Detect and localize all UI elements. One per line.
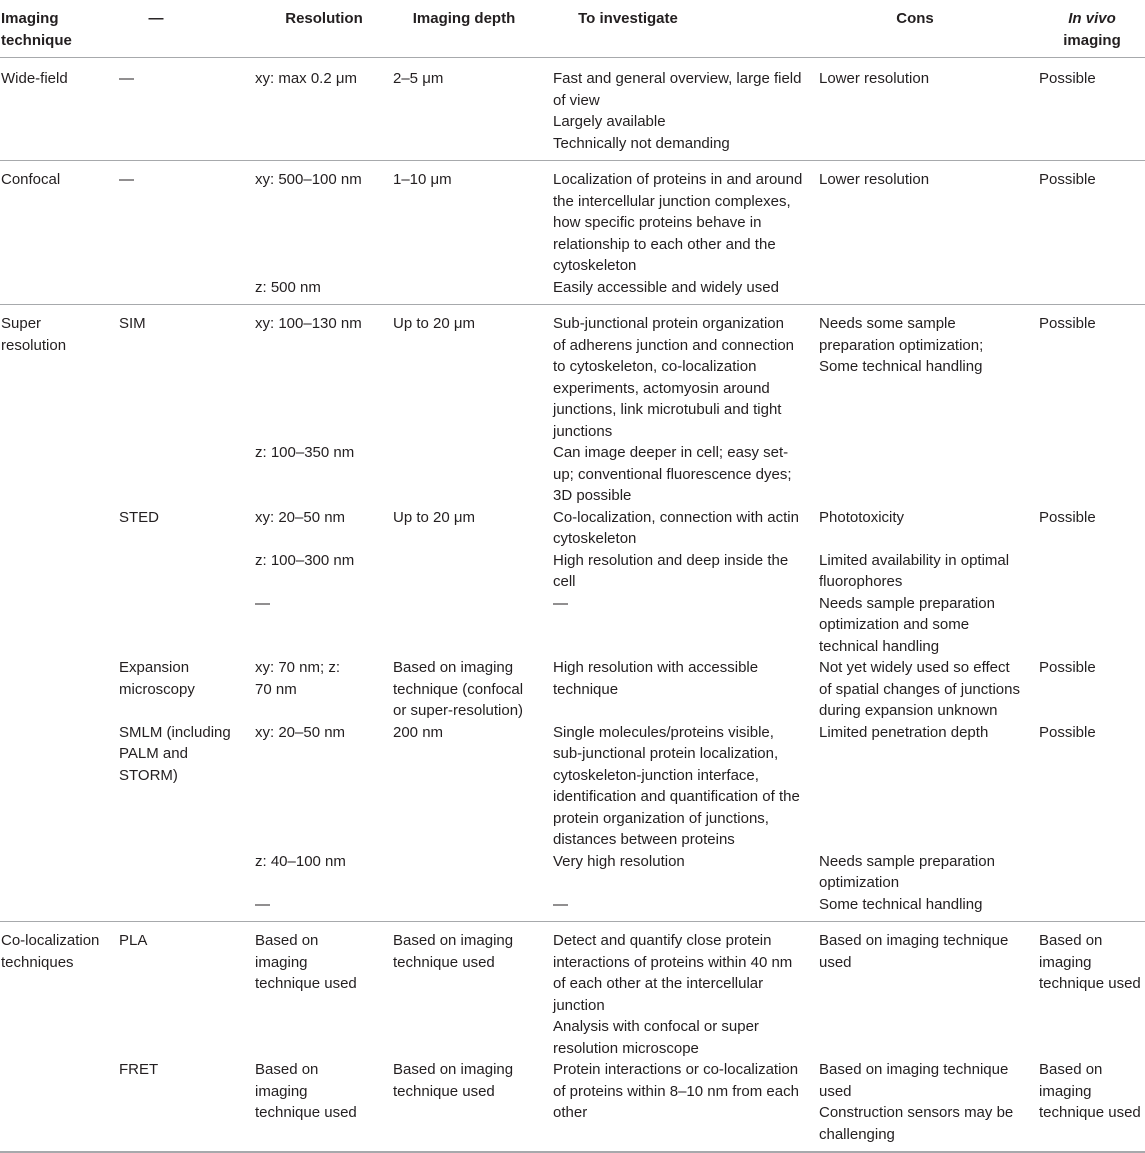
cell-text: Possible [1039,315,1096,332]
table-row-wide-field [0,58,1145,161]
cell-text: technique (confocal [393,680,524,698]
cell-text: Analysis with confocal or super [553,1018,759,1035]
cell-text: FRET [119,1061,159,1078]
cell-text: of adherens junction and connection [553,336,795,354]
cell-variant [119,58,255,161]
cell-text: Limited penetration depth [819,723,989,741]
cell-variant [119,922,255,1060]
cell-depth [393,161,553,305]
cell-resolution [255,58,393,161]
cell-text: xy: 70 nm; z: [255,659,341,676]
header-in-vivo-imaging [1039,0,1145,58]
cell-in-vivo [1039,507,1145,658]
cell-text: Based on imaging [393,659,514,676]
cell-cons [819,305,1039,507]
cell-cons [819,161,1039,305]
cell-text: Possible [1039,171,1096,188]
cell-text: distances between proteins [553,831,735,848]
cell-text: other [553,1104,588,1121]
cell-text: z: 500 nm [255,278,321,296]
cell-text: identification and quantification of the [553,788,800,805]
header-text: Imaging [1,10,59,27]
cell-text: Based on imaging technique [819,1061,1009,1078]
cell-investigate [553,507,819,658]
header-resolution [255,0,393,58]
cell-resolution [255,161,393,305]
cell-text: Detect and quantify close protein [553,932,772,949]
cell-text: Up to 20 μm [393,315,476,332]
cell-text: optimization and some [819,616,970,633]
cell-text: Based on [255,1061,319,1078]
cell-cons [819,1059,1039,1152]
cell-text: xy: 20–50 nm [255,723,346,741]
cell-text: 2–5 μm [393,70,444,87]
cell-cons [819,507,1039,658]
cell-text: Construction sensors may be [819,1104,1014,1121]
header-cons [819,0,1039,58]
cell-text: of proteins within 8–10 nm from each [553,1082,799,1100]
cell-technique [0,1059,119,1152]
cell-text: Not yet widely used so effect [819,659,1010,676]
header-text: To investigate [578,10,678,27]
cell-text: used [819,1082,852,1100]
cell-text: Limited availability in optimal [819,551,1010,569]
cell-text: SMLM (including [119,723,231,741]
cell-text: Possible [1039,508,1096,526]
cell-resolution [255,922,393,1060]
cell-depth [393,58,553,161]
cell-text: — [553,895,568,913]
cell-text: PALM and [119,745,188,762]
cell-text: techniques [1,953,74,971]
cell-text: Lower resolution [819,70,930,87]
cell-technique [0,58,119,161]
cell-text: of each other at the intercellular [553,975,764,992]
cell-text: imaging [1039,1082,1092,1100]
cell-depth [393,305,553,507]
cell-text: Protein interactions or co-localization [553,1061,799,1078]
cell-text: Up to 20 μm [393,508,476,526]
table-row-confocal [0,161,1145,305]
cell-text: optimization [819,874,900,891]
cell-investigate [553,657,819,722]
cell-in-vivo [1039,722,1145,922]
cell-text: Some technical handling [819,895,983,913]
cell-text: PLA [119,932,148,949]
cell-resolution [255,722,393,922]
cell-text: — [119,171,134,188]
header-variant [119,0,255,58]
cell-text: STORM) [119,766,178,784]
cell-in-vivo [1039,1059,1145,1152]
cell-text: — [255,594,270,612]
cell-investigate [553,922,819,1060]
cell-variant [119,507,255,658]
cell-investigate [553,161,819,305]
cell-text: xy: max 0.2 μm [255,70,357,87]
cell-text: technique used [393,953,495,971]
cell-text: Largely available [553,113,666,130]
cell-cons [819,657,1039,722]
cell-text: STED [119,508,160,526]
cell-technique [0,305,119,507]
cell-text: Confocal [1,171,61,188]
cell-text: Sub-junctional protein organization [553,315,784,332]
cell-text: junctions [553,422,613,440]
cell-depth [393,507,553,658]
cell-text: how specific proteins behave in [553,214,762,231]
header-row [0,0,1145,58]
cell-text: imaging [255,953,308,971]
table-row-sted [0,507,1145,658]
cell-text: Based on imaging [393,932,514,949]
cell-text: junction [553,996,605,1014]
cell-investigate [553,58,819,161]
cell-text: Technically not demanding [553,134,730,152]
cell-text: used [819,953,852,971]
cell-text: Single molecules/proteins visible, [553,723,774,741]
cell-text: imaging [255,1082,308,1100]
cell-text: z: 100–350 nm [255,444,355,461]
cell-text: — [553,594,568,612]
cell-resolution [255,507,393,658]
cell-text: 3D possible [553,487,632,504]
header-imaging-technique [0,0,119,58]
cell-cons [819,922,1039,1060]
table-row-fret [0,1059,1145,1152]
cell-text: xy: 100–130 nm [255,315,362,332]
cell-text: High resolution with accessible [553,659,759,676]
cell-text: Possible [1039,70,1096,87]
cell-text: 70 nm [255,680,297,698]
cell-text: cytoskeleton [553,530,637,547]
cell-variant [119,722,255,922]
header-text: imaging [1063,31,1121,49]
cell-text: fluorophores [819,573,903,590]
cell-text: z: 40–100 nm [255,852,346,870]
cell-cons [819,722,1039,922]
cell-text: imaging [1039,953,1092,971]
cell-text: xy: 500–100 nm [255,171,362,188]
cell-text: technique used [1039,975,1141,992]
cell-text: protein organization of junctions, [553,809,769,827]
cell-text: Expansion [119,659,190,676]
cell-text: or super-resolution) [393,702,524,719]
cell-text: 200 nm [393,723,444,741]
cell-depth [393,722,553,922]
cell-variant [119,305,255,507]
cell-text: Co-localization, connection with actin [553,508,799,526]
cell-text: technique used [393,1082,495,1100]
cell-text: Phototoxicity [819,508,905,526]
table-body [0,58,1145,1153]
cell-text: Needs sample preparation [819,852,995,870]
cell-text: Very high resolution [553,852,685,870]
cell-text: — [119,70,134,87]
cell-text: Fast and general overview, large field [553,70,802,87]
cell-text: resolution microscope [553,1039,699,1057]
cell-resolution [255,1059,393,1152]
cell-text: Co-localization [1,932,100,949]
table-header [0,0,1145,58]
cell-in-vivo [1039,58,1145,161]
cell-resolution [255,657,393,722]
cell-text: z: 100–300 nm [255,551,355,569]
cell-text: Possible [1039,723,1096,741]
cell-text: Based on [255,932,319,949]
cell-text: experiments, actomyosin around [553,379,770,397]
header-imaging-depth [393,0,553,58]
cell-text: up; conventional fluorescence dyes; [553,465,792,483]
cell-in-vivo [1039,305,1145,507]
cell-text: during expansion unknown [819,702,998,719]
cell-text: 1–10 μm [393,171,452,188]
cell-text: Based on [1039,1061,1103,1078]
cell-depth [393,922,553,1060]
cell-text: the intercellular junction complexes, [553,192,791,210]
cell-text: Wide-field [1,70,68,87]
cell-in-vivo [1039,657,1145,722]
cell-text: Lower resolution [819,171,930,188]
cell-text: junctions, link microtubuli and tight [553,401,782,418]
cell-text: sub-junctional protein localization, [553,745,779,762]
cell-text: technique used [255,1104,357,1121]
cell-text: technique used [1039,1104,1141,1121]
cell-cons [819,58,1039,161]
cell-text: Based on imaging [393,1061,514,1078]
cell-text: technique used [255,975,357,992]
cell-resolution [255,305,393,507]
cell-text: resolution [1,336,67,354]
cell-text: — [255,895,270,913]
cell-text: technique [553,680,619,698]
cell-technique [0,722,119,922]
cell-investigate [553,722,819,922]
header-text: In vivo [1068,10,1116,27]
cell-text: Can image deeper in cell; easy set- [553,444,789,461]
cell-text: of view [553,91,600,109]
cell-text: cytoskeleton-junction interface, [553,766,759,784]
header-text: Resolution [285,10,363,27]
table-row-smlm [0,722,1145,922]
header-to-investigate [553,0,819,58]
header-text: Imaging depth [412,10,516,27]
cell-text: technical handling [819,637,940,655]
cell-text: of spatial changes of junctions [819,680,1020,698]
cell-text: challenging [819,1125,895,1143]
cell-text: Super [1,315,42,332]
cell-text: Based on [1039,932,1103,949]
cell-investigate [553,305,819,507]
cell-in-vivo [1039,922,1145,1060]
table-row-expansion-microscopy [0,657,1145,722]
table-row-sim [0,305,1145,507]
table-row-pla [0,922,1145,1060]
header-text: — [148,10,164,27]
header-text: technique [1,31,72,49]
cell-in-vivo [1039,161,1145,305]
cell-text: Some technical handling [819,358,983,375]
cell-text: cell [553,573,576,590]
cell-technique [0,657,119,722]
cell-depth [393,1059,553,1152]
cell-text: Needs some sample [819,315,956,332]
cell-text: Localization of proteins in and around [553,171,803,188]
cell-text: cytoskeleton [553,257,637,274]
cell-text: SIM [119,315,146,332]
cell-text: High resolution and deep inside the [553,551,789,569]
cell-text: xy: 20–50 nm [255,508,346,526]
cell-text: Based on imaging technique [819,932,1009,949]
cell-text: interactions of proteins within 40 nm [553,953,793,971]
cell-text: microscopy [119,680,195,698]
cell-variant [119,1059,255,1152]
cell-variant [119,161,255,305]
cell-technique [0,161,119,305]
cell-technique [0,507,119,658]
cell-text: Needs sample preparation [819,594,995,612]
cell-variant [119,657,255,722]
cell-text: Possible [1039,659,1096,676]
cell-text: relationship to each other and the [553,235,776,253]
cell-depth [393,657,553,722]
cell-investigate [553,1059,819,1152]
cell-text: Easily accessible and widely used [553,278,779,296]
cell-text: preparation optimization; [819,336,984,354]
header-text: Cons [896,10,934,27]
cell-technique [0,922,119,1060]
cell-text: to cytoskeleton, co-localization [553,358,757,375]
